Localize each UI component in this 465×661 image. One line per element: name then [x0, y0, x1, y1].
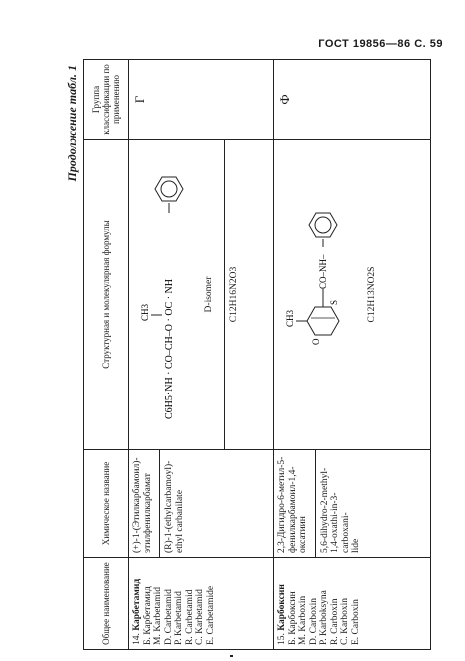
common-name-cell	[274, 558, 431, 650]
table-row	[129, 60, 274, 650]
name-item: С. Karboxin	[340, 598, 350, 645]
chem-en-line: 5,6-dihydro-2-methyl-	[319, 467, 330, 553]
continuation-label: Продолжение табл. 1	[65, 65, 79, 182]
group-cell: Г	[129, 60, 274, 140]
entry-title: 15. Карбоксин	[277, 584, 287, 645]
page-mark	[230, 655, 233, 657]
entry-title: 14. Карбетамид	[132, 578, 142, 645]
classification-table	[83, 59, 431, 650]
chem-ru-line: (+)-1-(Этилкарбамоил)-	[132, 457, 142, 553]
struct-ch3-label: CH3	[140, 304, 150, 322]
chem-ru-line: оксатиин	[298, 516, 308, 553]
table-header-row	[84, 60, 129, 650]
chemical-name-cell	[274, 450, 431, 558]
carbetamide-structure	[138, 150, 190, 440]
isomer-label: D-isomer	[204, 276, 214, 313]
struct-o-label: O	[311, 339, 321, 346]
molecular-formula: C12H16N2O3	[224, 140, 239, 449]
name-item: Б. Карбетамид	[142, 586, 153, 645]
name-item: Е. Carboxin	[350, 599, 361, 645]
structure-cell	[129, 140, 274, 450]
table-block	[65, 60, 435, 650]
chem-ru-line: фенилкарбамоил-1,4-	[287, 466, 298, 553]
chem-en-line: lide	[351, 538, 361, 553]
name-item: R. Carbetamid	[184, 589, 195, 645]
struct-main-chain: C6H5·NH · CO–CH–O · OC · NH	[164, 279, 175, 420]
name-item: М. Karboxin	[298, 595, 308, 645]
col-header-name: Общее наименование	[84, 558, 129, 650]
chem-en-line: ethyl carbanilate	[174, 489, 185, 553]
col-header-chemical: Химическое название	[84, 450, 129, 558]
name-item: С. Karbetamid	[195, 589, 205, 645]
name-item: Б. Карбоксин	[287, 591, 298, 645]
struct-side-chain: CO–NH–	[318, 254, 328, 290]
oxathiin-ring-icon	[307, 308, 339, 336]
structure-cell	[274, 140, 431, 450]
name-item: P. Karboksyna	[319, 590, 329, 645]
name-item: Е. Carbetamide	[205, 585, 216, 645]
chem-ru-line: 2,3-Дигидро-6-метил-5-	[277, 456, 287, 553]
chem-en-line: 1,4-oxathi-in-3-carboxani-	[330, 492, 351, 553]
chem-en-line: (R)-1-(ethylcarbamoyl)-	[164, 460, 174, 553]
col-header-group: Группа классификации по применению	[84, 60, 129, 140]
carboxin-structure	[283, 150, 357, 440]
chem-en-block	[159, 450, 185, 557]
name-item: R. Carboxin	[329, 598, 340, 645]
name-item: М. Karbetamid	[153, 586, 163, 645]
struct-s-label: S	[329, 300, 339, 306]
chem-en-block	[315, 450, 362, 557]
group-cell: Ф	[274, 60, 431, 140]
chemical-name-cell	[129, 450, 274, 558]
chem-ru-line: этилфенилкарбамат	[142, 473, 153, 553]
col-header-structure: Структурная и молекулярная формулы	[84, 140, 129, 450]
name-item: P. Karbetamid	[174, 591, 184, 645]
page-header: ГОСТ 19856—86 С. 59	[318, 38, 443, 50]
name-item: D. Carbetamid	[163, 589, 174, 645]
molecular-formula: C12H13NO2S	[367, 266, 377, 323]
common-name-cell	[129, 558, 274, 650]
name-item: D. Carboxin	[308, 598, 319, 645]
struct-ch3-label: CH3	[285, 310, 295, 328]
table-row	[274, 60, 431, 650]
